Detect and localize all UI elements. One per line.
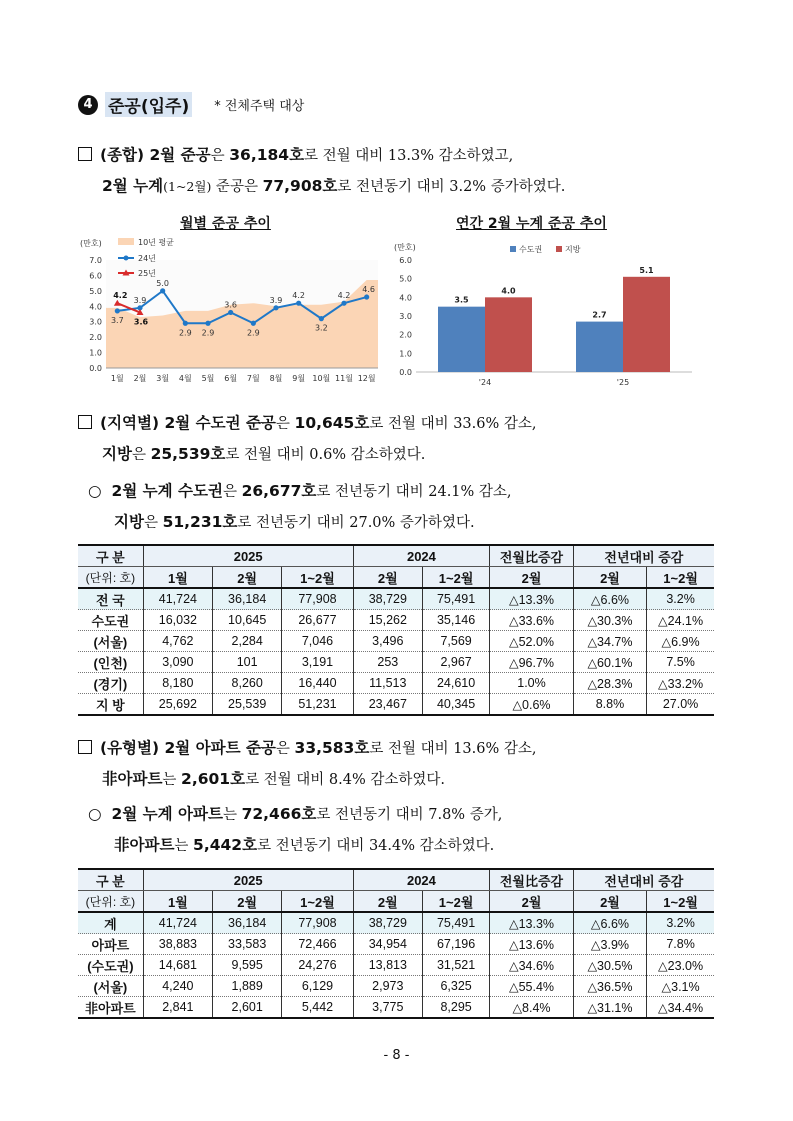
data-point-24 <box>251 321 256 326</box>
row-header: 전 국 <box>78 588 143 610</box>
row-header: (경기) <box>78 673 143 694</box>
legend-swatch <box>510 246 516 252</box>
table-cell: △34.4% <box>647 997 714 1019</box>
table-cell: 36,184 <box>213 912 282 934</box>
data-label-24: 3.2 <box>314 323 328 333</box>
table-cell: 38,729 <box>353 588 422 610</box>
table-cell: 75,491 <box>422 588 489 610</box>
data-point-24 <box>205 321 210 326</box>
table-cell: △31.1% <box>573 997 646 1019</box>
table-cell: △30.5% <box>573 955 646 976</box>
table-cell: 5,442 <box>282 997 353 1019</box>
table-cell: 77,908 <box>282 588 353 610</box>
table-cell: 7.8% <box>647 934 714 955</box>
row-header: 계 <box>78 912 143 934</box>
table-cell: 41,724 <box>143 588 212 610</box>
table-cell: 8,295 <box>422 997 489 1019</box>
table-cell: 101 <box>213 652 282 673</box>
table-cell: 2,601 <box>213 997 282 1019</box>
table-cell: 2,284 <box>213 631 282 652</box>
data-label-24: 2.9 <box>246 328 260 338</box>
checkbox-bullet-icon <box>78 415 92 429</box>
table-cell: △34.7% <box>573 631 646 652</box>
table-cell: 6,129 <box>282 976 353 997</box>
table-cell: △3.9% <box>573 934 646 955</box>
table-cell: △6.6% <box>573 588 646 610</box>
x-tick-label: 7월 <box>246 374 260 383</box>
type-paragraph: (유형별) 2월 아파트 준공은 33,583호로 전월 대비 13.6% 감소, 非아파트는 2,601호로 전월 대비 8.4% 감소하였다. <box>78 733 537 795</box>
table-cell: 24,610 <box>422 673 489 694</box>
table-cell: 31,521 <box>422 955 489 976</box>
row-header: 수도권 <box>78 610 143 631</box>
table-cell: 3.2% <box>647 912 714 934</box>
y-tick-label: 6.0 <box>89 271 102 281</box>
data-point-24 <box>273 305 278 310</box>
table-cell: 26,677 <box>282 610 353 631</box>
y-tick-label: 1.0 <box>89 348 102 358</box>
y-axis-unit-label: (만호) <box>394 243 416 252</box>
table-cell: △28.3% <box>573 673 646 694</box>
row-header: (서울) <box>78 976 143 997</box>
section-heading <box>78 92 304 117</box>
bar-capital <box>576 322 623 372</box>
table-cell: △13.3% <box>490 912 574 934</box>
x-tick-label: '25 <box>616 378 630 386</box>
table-cell: 38,883 <box>143 934 212 955</box>
table-cell: 7,046 <box>282 631 353 652</box>
table-cell: 33,583 <box>213 934 282 955</box>
table-cell: 2,967 <box>422 652 489 673</box>
circle-bullet-icon: ○ <box>88 482 102 500</box>
data-label-25: 4.2 <box>113 291 128 301</box>
table-cell: 10,645 <box>213 610 282 631</box>
x-tick-label: 2월 <box>133 374 147 383</box>
legend-label: 25년 <box>138 269 156 278</box>
row-header: (서울) <box>78 631 143 652</box>
section-note: * 전체주택 대상 <box>214 99 305 114</box>
table-cell: △6.6% <box>573 912 646 934</box>
table-cell: 16,032 <box>143 610 212 631</box>
legend-label: 10년 평균 <box>138 238 174 247</box>
bar-capital <box>438 307 485 372</box>
legend-label: 지방 <box>565 245 581 254</box>
section-title: 준공(입주) <box>105 92 192 117</box>
y-tick-label: 7.0 <box>89 256 102 265</box>
table-cell: 6,325 <box>422 976 489 997</box>
table-row <box>78 588 714 610</box>
data-point-24 <box>160 288 165 293</box>
type-cumulative-paragraph: ○ 2월 누계 아파트는 72,466호로 전년동기 대비 7.8% 증가, 非아파트는 5,442호로 전년동기 대비 34.4% 감소하였다. <box>88 805 503 854</box>
table-cell: 25,539 <box>213 694 282 716</box>
y-tick-label: 3.0 <box>399 312 412 321</box>
bar-data-label: 4.0 <box>501 286 516 296</box>
table-cell: 9,595 <box>213 955 282 976</box>
table-cell: 8,260 <box>213 673 282 694</box>
table-cell: 1.0% <box>490 673 574 694</box>
y-tick-label: 5.0 <box>89 286 102 296</box>
page-number: - 8 - <box>383 1048 410 1063</box>
table-cell: △8.4% <box>490 997 574 1019</box>
table-cell: 24,276 <box>282 955 353 976</box>
y-tick-label: 3.0 <box>89 317 102 327</box>
table-cell: △24.1% <box>647 610 714 631</box>
x-tick-label: 9월 <box>292 374 306 383</box>
row-header: (인천) <box>78 652 143 673</box>
data-point-24 <box>228 310 233 315</box>
table-cell: 4,240 <box>143 976 212 997</box>
table-row <box>78 955 714 976</box>
table-cell: △6.9% <box>647 631 714 652</box>
data-label-24: 3.7 <box>110 315 124 325</box>
summary-paragraph: (종합) 2월 준공은 36,184호로 전월 대비 13.3% 감소하였고, 2월 누계(1~2월) 준공은 77,908호로 전년동기 대비 3.2% 증가하였다. <box>78 140 565 202</box>
legend-swatch-area <box>118 238 134 245</box>
table-row <box>78 610 714 631</box>
data-label-24: 3.6 <box>224 300 238 310</box>
table-cell: 2,973 <box>353 976 422 997</box>
table-cell: △36.5% <box>573 976 646 997</box>
table-cell: 75,491 <box>422 912 489 934</box>
y-tick-label: 6.0 <box>399 256 412 265</box>
bar-data-label: 3.5 <box>454 295 469 305</box>
table-row <box>78 997 714 1019</box>
table-cell: △33.2% <box>647 673 714 694</box>
x-tick-label: 3월 <box>156 374 170 383</box>
table-cell: 13,813 <box>353 955 422 976</box>
table-cell: 3,496 <box>353 631 422 652</box>
bar-provinces <box>485 297 532 372</box>
table-cell: 8.8% <box>573 694 646 716</box>
table-cell: 11,513 <box>353 673 422 694</box>
table-cell: 72,466 <box>282 934 353 955</box>
data-label-24: 2.9 <box>178 328 192 338</box>
table-cell: △33.6% <box>490 610 574 631</box>
data-point-24 <box>183 321 188 326</box>
x-tick-label: 1월 <box>110 374 124 383</box>
data-point-24 <box>296 301 301 306</box>
x-tick-label: 6월 <box>224 374 238 383</box>
table-cell: 3,775 <box>353 997 422 1019</box>
table-row <box>78 912 714 934</box>
circle-bullet-icon: ○ <box>88 805 102 823</box>
table-cell: 15,262 <box>353 610 422 631</box>
data-label-24: 5.0 <box>156 278 170 288</box>
row-header: (수도권) <box>78 955 143 976</box>
table-cell: 8,180 <box>143 673 212 694</box>
table-cell: △60.1% <box>573 652 646 673</box>
x-tick-label: '24 <box>478 378 492 386</box>
table-cell: 7.5% <box>647 652 714 673</box>
y-tick-label: 5.0 <box>399 274 412 284</box>
table-cell: 1,889 <box>213 976 282 997</box>
table-cell: 4,762 <box>143 631 212 652</box>
annual-cumulative-bar-chart <box>392 240 702 386</box>
table-cell: 27.0% <box>647 694 714 716</box>
table-row <box>78 652 714 673</box>
table-cell: 41,724 <box>143 912 212 934</box>
section-number: 4 <box>78 95 98 115</box>
table-cell: △96.7% <box>490 652 574 673</box>
legend-swatch <box>556 246 562 252</box>
table-cell: △23.0% <box>647 955 714 976</box>
y-tick-label: 4.0 <box>89 302 102 312</box>
table-row <box>78 694 714 716</box>
x-tick-label: 4월 <box>178 374 192 383</box>
table-cell: 14,681 <box>143 955 212 976</box>
table-cell: △30.3% <box>573 610 646 631</box>
table-cell: △34.6% <box>490 955 574 976</box>
data-point-24 <box>364 294 369 299</box>
regional-cumulative-paragraph: ○ 2월 누계 수도권은 26,677호로 전년동기 대비 24.1% 감소, 지방은 51,231호로 전년동기 대비 27.0% 증가하였다. <box>88 482 512 531</box>
row-header: 지 방 <box>78 694 143 716</box>
data-label-24: 2.9 <box>201 328 215 338</box>
table-cell: 38,729 <box>353 912 422 934</box>
table-cell: 67,196 <box>422 934 489 955</box>
checkbox-bullet-icon <box>78 147 92 161</box>
data-point-24 <box>341 301 346 306</box>
table-cell: △13.6% <box>490 934 574 955</box>
x-tick-label: 12월 <box>357 374 376 383</box>
data-label-24: 4.2 <box>292 291 306 301</box>
y-tick-label: 2.0 <box>89 333 102 343</box>
table-cell: 36,184 <box>213 588 282 610</box>
data-point-24 <box>115 308 120 313</box>
table-cell: 25,692 <box>143 694 212 716</box>
x-tick-label: 5월 <box>201 374 215 383</box>
y-tick-label: 0.0 <box>89 364 102 373</box>
table-row <box>78 673 714 694</box>
data-label-24: 4.6 <box>362 285 376 295</box>
y-tick-label: 0.0 <box>399 368 412 377</box>
table-cell: △3.1% <box>647 976 714 997</box>
bar-data-label: 2.7 <box>592 310 607 320</box>
legend-label: 수도권 <box>519 245 543 254</box>
table-cell: △52.0% <box>490 631 574 652</box>
table-cell: 77,908 <box>282 912 353 934</box>
x-tick-label: 10월 <box>312 374 331 383</box>
data-label-24: 4.2 <box>337 291 351 301</box>
table-cell: △13.3% <box>490 588 574 610</box>
table-cell: 3.2% <box>647 588 714 610</box>
table-cell: 2,841 <box>143 997 212 1019</box>
legend-marker-24 <box>124 256 129 261</box>
table-row <box>78 934 714 955</box>
x-tick-label: 8월 <box>269 374 283 383</box>
x-tick-label: 11월 <box>335 374 353 383</box>
y-tick-label: 1.0 <box>399 349 412 359</box>
data-label-24: 3.9 <box>269 295 283 305</box>
table-cell: △0.6% <box>490 694 574 716</box>
y-tick-label: 2.0 <box>399 330 412 340</box>
type-completion-table: 구 분 2025 2024 전월比증감 전년대비 증감 (단위: 호) 1월 2월 1~2월 2월 1~2월 2월 2월 1~2월 계 41,724 36,184 77,908 38,729 75,491 △13.3% △6.6% 3.2% 아파트 38,883 33,583 72,466 34,954 67,196 △13.6% △3.9% 7.8% (수도권) 14,681 9,595 24,276 13,813 31,521 △34.6% △30.5% △23.0% (서울) 4,240 1,889 6,129 2,973 6,325 △55.4% △36.5% △3.1% 非아파트 2,841 2,601 5,442 3,775 8,295 △8.4% △31.1% △34.4% <box>78 868 714 1019</box>
data-label-24: 3.9 <box>133 295 147 305</box>
table-row <box>78 976 714 997</box>
table-cell: 51,231 <box>282 694 353 716</box>
data-label-25: 3.6 <box>133 317 149 327</box>
data-point-24 <box>319 316 324 321</box>
table-cell: 253 <box>353 652 422 673</box>
checkbox-bullet-icon <box>78 740 92 754</box>
y-axis-unit-label: (만호) <box>80 239 102 248</box>
y-tick-label: 4.0 <box>399 293 412 303</box>
regional-paragraph: (지역별) 2월 수도권 준공은 10,645호로 전월 대비 33.6% 감소, 지방은 25,539호로 전월 대비 0.6% 감소하였다. <box>78 408 537 470</box>
bar-provinces <box>623 277 670 372</box>
regional-completion-table: 구 분 2025 2024 전월比증감 전년대비 증감 (단위: 호) 1월 2월 1~2월 2월 1~2월 2월 2월 1~2월 전 국 41,724 36,184 77,908 38,729 75,491 △13.3% △6.6% 3.2% 수도권 16,032 10,645 26,677 15,262 35,146 △33.6% △30.3% △24.1% (서울) 4,762 2,284 7,046 3,496 7,569 △52.0% △34.7% △6.9% (인천) 3,090 101 3,191 253 2,967 △96.7% △60.1% 7.5% (경기) 8,180 8,260 16,440 11,513 24,610 1.0% △28.3% △33.2% 지 방 25,692 25,539 51,231 23,467 40,345 △0.6% 8.8% 27.0% <box>78 544 714 716</box>
monthly-completion-line-chart <box>78 234 388 386</box>
chart2-title: 연간 2월 누계 준공 추이 <box>456 216 607 232</box>
table-cell: 16,440 <box>282 673 353 694</box>
bar-data-label: 5.1 <box>639 265 654 275</box>
table-row <box>78 631 714 652</box>
table-cell: 35,146 <box>422 610 489 631</box>
chart1-title: 월별 준공 추이 <box>180 216 271 232</box>
legend-label: 24년 <box>138 254 156 263</box>
table-cell: △55.4% <box>490 976 574 997</box>
table-cell: 34,954 <box>353 934 422 955</box>
row-header: 아파트 <box>78 934 143 955</box>
table-cell: 23,467 <box>353 694 422 716</box>
table-cell: 3,191 <box>282 652 353 673</box>
table-cell: 7,569 <box>422 631 489 652</box>
table-cell: 40,345 <box>422 694 489 716</box>
row-header: 非아파트 <box>78 997 143 1019</box>
table-cell: 3,090 <box>143 652 212 673</box>
